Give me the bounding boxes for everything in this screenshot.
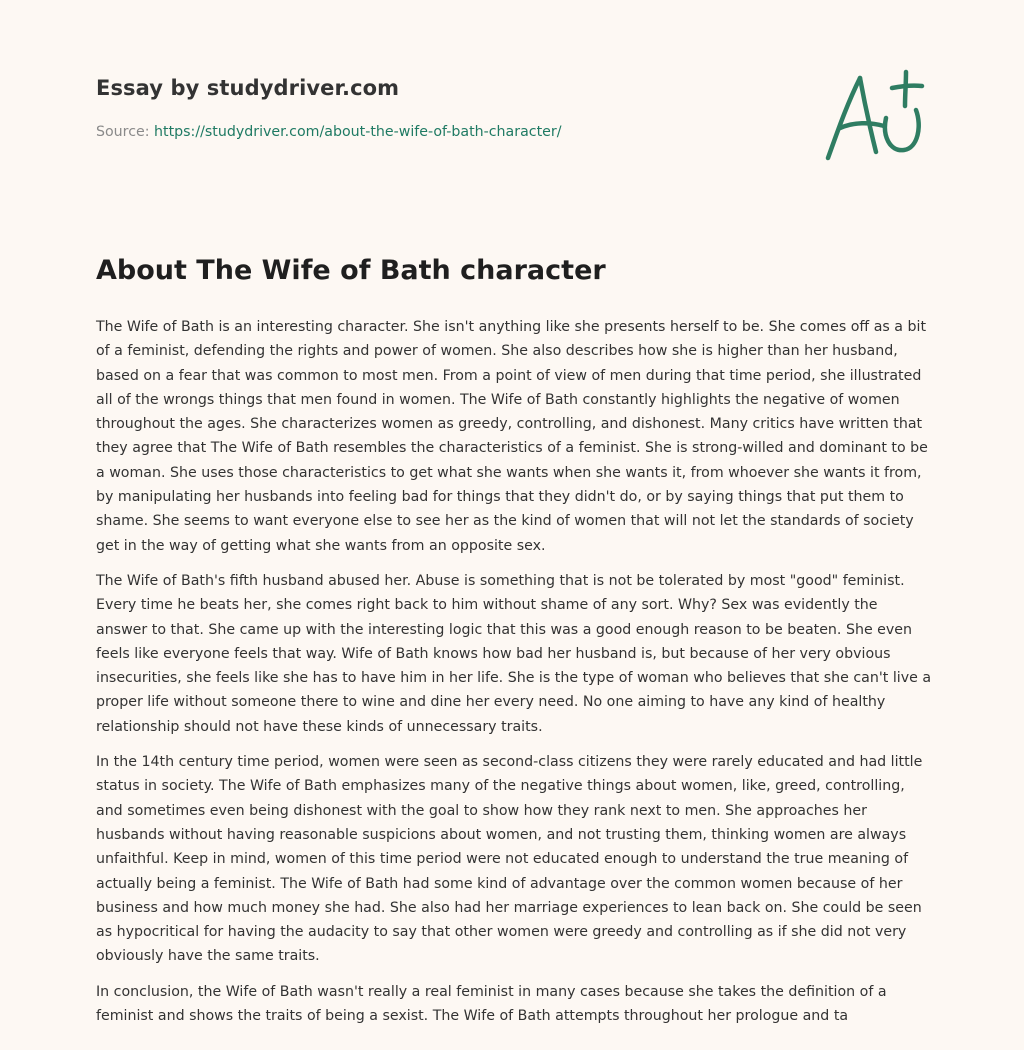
essay-body [96, 315, 932, 1039]
a-plus-logo-icon [818, 66, 928, 166]
essay-paragraph-3: In the 14th century time period, women were seen as second-class citizens they were rarely educated and had little status in society. The Wife of Bath emphasizes many of the negative things about women, like, greed, controlling, and sometimes even being dishonest with the goal to show how they rank next to men. She approaches her husbands without having reasonable suspicions about women, and not trusting them, thinking women are always unfaithful. Keep in mind, women of this time period were not educated enough to understand the true meaning of actually being a feminist. The Wife of Bath had some kind of advantage over the common women because of her business and how much money she had. She also had her marriage experiences to lean back on. She could be seen as hypocritical for having the audacity to say that other women were greedy and controlling as if she did not very obviously have the same traits. [96, 754, 923, 965]
source-label: Source: [96, 124, 150, 140]
source-link[interactable]: https://studydriver.com/about-the-wife-of-bath-character/ [154, 124, 562, 140]
essay-paragraph-4: In conclusion, the Wife of Bath wasn't really a real feminist in many cases because she takes the definition of a feminist and shows the traits of being a sexist. The Wife of Bath attempts throughout her prologue and ta [96, 983, 887, 1025]
essay-title: About The Wife of Bath character [96, 255, 606, 286]
essay-paragraph-1: The Wife of Bath is an interesting character. She isn't anything like she presents herself to be. She comes off as a bit of a feminist, defending the rights and power of women. She also describes how she is higher than her husband, based on a fear that was common to most men. From a point of view of men during that time period, she illustrated all of the wrongs things that men found in women. The Wife of Bath constantly highlights the negative of women throughout the ages. She characterizes women as greedy, controlling, and dishonest. Many critics have written that they agree that The Wife of Bath resembles the characteristics of a feminist. She is strong-willed and dominant to be a woman. She uses those characteristics to get what she wants when she wants it, from whoever she wants it from, by manipulating her husbands into feeling bad for things that they didn't do, or by saying things that put them to shame. She seems to want everyone else to see her as the kind of women that will not let the standards of society get in the way of getting what she wants from an opposite sex. [96, 319, 928, 554]
essay-paragraph-2: The Wife of Bath's fifth husband abused her. Abuse is something that is not be tolerated by most "good" feminist. Every time he beats her, she comes right back to him without shame of any sort. Why? Sex was evidently the answer to that. She came up with the interesting logic that this was a good enough reason to be beaten. She even feels like everyone feels that way. Wife of Bath knows how bad her husband is, but because of her very obvious insecurities, she feels like she has to have him in her life. She is the type of woman who believes that she can't live a proper life without someone there to wine and dine her every need. No one aiming to have any kind of healthy relationship should not have these kinds of unnecessary traits. [96, 572, 932, 735]
site-title: Essay by studydriver.com [96, 76, 400, 100]
source-line [96, 124, 561, 140]
